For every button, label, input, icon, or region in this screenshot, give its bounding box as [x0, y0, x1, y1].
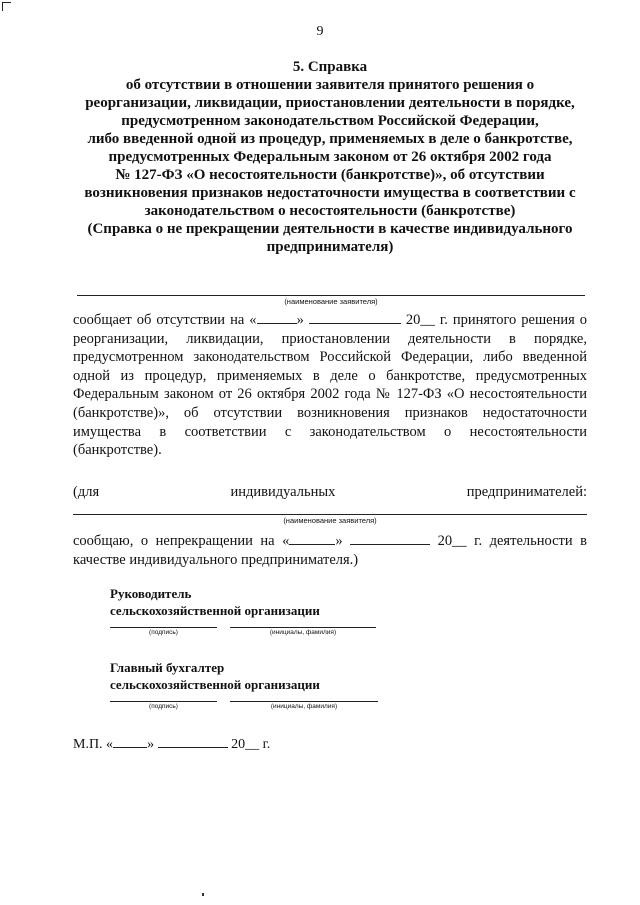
heading-line: законодательством о несостоятельности (банкротстве)	[144, 203, 516, 219]
heading-line: реорганизации, ликвидации, приостановлении деятельности в порядке,	[85, 95, 575, 111]
signature-caption: (подпись)	[149, 629, 178, 636]
day-blank[interactable]	[257, 310, 297, 324]
paragraph-line: имущества в соответствии с законодательством о несостоятельности	[73, 423, 587, 440]
accountant-name-line[interactable]	[230, 701, 378, 702]
applicant-name-caption: (наименование заявителя)	[284, 297, 378, 306]
heading-line: предусмотренном законодательством Российской Федерации,	[121, 113, 539, 129]
heading-line: либо введенной одной из процедур, применяемых в деле о банкротстве,	[87, 131, 573, 147]
heading-line: (Справка о не прекращении деятельности в качестве индивидуального	[87, 221, 573, 237]
day-blank[interactable]	[113, 734, 147, 748]
month-blank[interactable]	[158, 734, 228, 748]
stamp-date-line: М.П. « » 20__ г.	[73, 734, 270, 753]
director-name-line[interactable]	[230, 627, 376, 628]
entrepreneur-name-caption: (наименование заявителя)	[283, 516, 377, 525]
heading-line: предпринимателя)	[266, 239, 394, 255]
paragraph-line: (для индивидуальных предпринимателей:	[73, 484, 587, 500]
entrepreneur-intro	[73, 483, 587, 502]
document-heading	[70, 58, 590, 256]
entrepreneur-paragraph	[73, 531, 587, 569]
scan-speck	[202, 893, 204, 896]
heading-line: 5. Справка	[292, 59, 368, 75]
paragraph-line: одной из процедур, применяемых в деле о банкротстве, предусмотренных	[73, 367, 587, 384]
signature-caption: (подпись)	[149, 703, 178, 710]
paragraph-line: Федеральным законом от 26 октября 2002 года № 127-ФЗ «О несостоятельности	[73, 386, 587, 403]
month-blank[interactable]	[350, 531, 430, 545]
paragraph-line: сообщает об отсутствии на « » 20__ г. принятого решения о	[73, 312, 588, 328]
heading-line: предусмотренных Федеральным законом от 26 октября 2002 года	[108, 149, 552, 165]
paragraph-line: реорганизации, ликвидации, приостановлении деятельности в порядке,	[73, 330, 587, 347]
director-title: Руководитель сельскохозяйственной организации	[110, 586, 320, 618]
director-signature-line[interactable]	[110, 627, 217, 628]
corner-mark	[2, 2, 11, 11]
accountant-signature-line[interactable]	[110, 701, 217, 702]
paragraph-line: сообщаю, о непрекращении на « » 20__ г. деятельности в	[73, 533, 587, 549]
paragraph-line: качестве индивидуального предпринимателя.)	[73, 551, 359, 568]
applicant-name-line[interactable]	[77, 295, 585, 296]
accountant-title: Главный бухгалтер сельскохозяйственной организации	[110, 660, 320, 692]
paragraph-line: предусмотренном законодательством Российской Федерации, либо введенной	[73, 349, 587, 366]
paragraph-line: (банкротстве).	[73, 442, 162, 459]
heading-line: № 127-ФЗ «О несостоятельности (банкротстве)», об отсутствии	[115, 167, 545, 183]
paragraph-line: (банкротстве)», об отсутствии возникновения признаков недостаточности	[73, 404, 587, 421]
name-caption: (инициалы, фамилия)	[269, 629, 337, 636]
heading-line: возникновения признаков недостаточности имущества в соответствии с	[84, 185, 576, 201]
statement-paragraph	[73, 310, 587, 460]
heading-line: об отсутствии в отношении заявителя принятого решения о	[125, 77, 535, 93]
entrepreneur-name-line[interactable]	[73, 514, 587, 515]
page-number: 9	[316, 24, 324, 39]
month-blank[interactable]	[309, 310, 401, 324]
day-blank[interactable]	[289, 531, 335, 545]
name-caption: (инициалы, фамилия)	[270, 703, 338, 710]
